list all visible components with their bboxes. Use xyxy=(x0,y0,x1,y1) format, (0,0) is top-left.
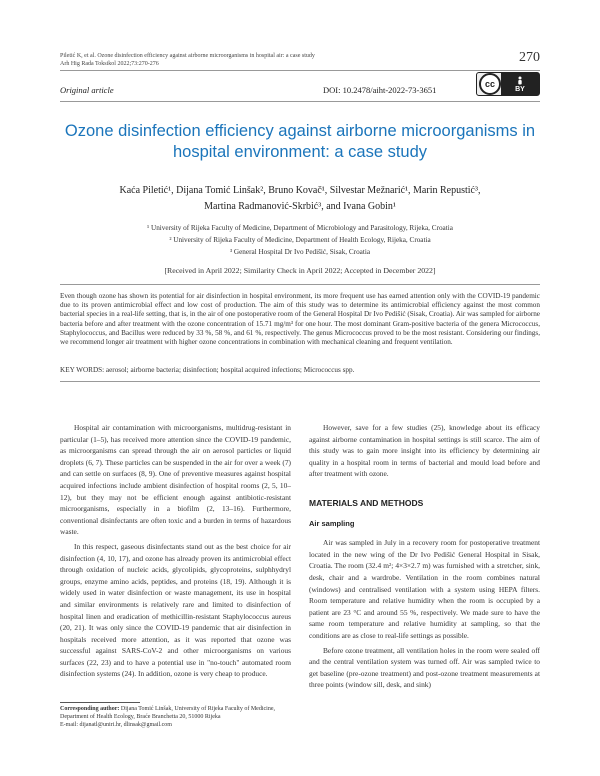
running-header xyxy=(60,52,315,68)
abstract: Even though ozone has shown its potential for air disinfection in hospital environment, its more frequent use has earned attention only with the COVID-19 pandemic due to its proven antimicrobial effect and low cost of production. The aim of this study was to determine its antimicrobial efficiency against the most common bacterial species in a real-life setting, that is, in the air of one postoperative room of the General Hospital Dr Ivo Pedišić (Sisak, Croatia). Air was sampled for airborne bacteria before and after treatment with the ozone concentration of 15.71 mg/m³ for one hour. The most dominant Gram-positive bacteria of the genera Micrococcus, Staphylococcus, and Bacillus were reduced by 33 %, 58 %, and 61 %, respectively. The genus Micrococcus proved to be the most resistant. Considering our findings, we recommend longer air treatment with higher ozone concentrations in combination with mechanical cleaning and frequent ventilation. xyxy=(60,292,540,347)
running-header-journal: Arh Hig Rada Toksikol 2022;73:270-276 xyxy=(60,61,159,67)
paragraph: Before ozone treatment, all ventilation holes in the room were sealed off and the central ventilation system was turned off. Air was sampled twice to get baseline (pre-ozone treatment) and post-ozone treatment measurements at three points (window sill, desk, and sink) xyxy=(309,645,540,690)
running-header-citation: Piletić K, et al. Ozone disinfection efficiency against airborne microorganisms in hospital air: a case study xyxy=(60,53,315,59)
affiliation: ³ General Hospital Dr Ivo Pedišić, Sisak, Croatia xyxy=(229,248,371,256)
cc-icon: cc xyxy=(479,73,501,95)
article-title: Ozone disinfection efficiency against airborne microorganisms in hospital environment: a case study xyxy=(64,122,536,161)
footnote-text: Dijana Tomić Linšak, University of Rijeka Faculty of Medicine, Department of Health Ecology, Braće Branchetta 20, 51000 Rijeka xyxy=(60,706,276,720)
paragraph: In this respect, gaseous disinfectants stand out as the best choice for air disinfection (4, 10, 17), and ozone has already proven its antimicrobial effect through oxidation of nucleic acids, glycolipids, glycoproteins, sulphhydryl groups, enzyme amino acids, peptides, and proteins (18, 19). Although it is widely used in water disinfection or waste management, its use in hospital and similar environments is relatively rare and limited to disinfection of hospital linen and eradication of methicillin-resistant Staphylococcus aureus (20, 21). It was only since the COVID-19 pandemic that air disinfection in hospitals received more attention, as it was reported that ozone was successful against SARS-CoV-2 and other microorganisms on various surfaces (22, 23) and to have a potential use in "no-touch" automated room disinfection systems (24). In addition, ozone is very cheap to produce. xyxy=(60,541,291,679)
author-line: Martina Radmanović-Skrbić³, and Ivana Gobin¹ xyxy=(204,201,396,212)
by-icon xyxy=(501,73,539,95)
affiliation: ¹ University of Rijeka Faculty of Medicine, Department of Microbiology and Parasitology, Rijeka, Croatia xyxy=(147,224,453,232)
cc-by-license-badge[interactable] xyxy=(476,72,540,96)
subsection-heading: Air sampling xyxy=(309,518,355,528)
body-column-right xyxy=(309,422,540,694)
footnote-label: Corresponding author: xyxy=(60,706,120,712)
affiliation: ² University of Rijeka Faculty of Medicine, Department of Health Ecology, Rijeka, Croatia xyxy=(169,236,431,244)
corresponding-author-note xyxy=(60,705,291,729)
author-line: Kaća Piletić¹, Dijana Tomić Linšak², Bruno Kovač¹, Silvestar Mežnarić¹, Marin Repustić³, xyxy=(119,185,481,196)
by-label: BY xyxy=(515,85,525,93)
abstract-bottom-divider xyxy=(60,381,540,382)
footnote-rule xyxy=(60,702,140,703)
paragraph: Air was sampled in July in a recovery room for postoperative treatment located in the new wing of the Dr Ivo Pedišić General Hospital in Sisak, Croatia. The room (32.4 m²; 4×3×2.7 m) was furnished with a stretcher, sink, desk, chair and a wardrobe. Ventilation in the room combines natural (windows) and centralised ventilation with a system using HEPA filters. Room temperature and relative humidity when the room is occupied by a patient are 23 °C and around 55 %, respectively. We made sure to have the same room temperature and relative humidity at sampling, so that the conditions are as close to real-life settings as possible. xyxy=(309,538,540,640)
footnote-email[interactable]: E-mail: dijanatl@uniri.hr, dlinsak@gmail.com xyxy=(60,722,172,728)
keywords-list: aerosol; airborne bacteria; disinfection; hospital acquired infections; Micrococcus spp. xyxy=(105,366,355,374)
affiliations xyxy=(60,222,540,258)
section-heading: MATERIALS AND METHODS xyxy=(309,497,424,508)
paragraph: Hospital air contamination with microorganisms, multidrug-resistant in particular (1–5), has received more attention since the COVID-19 pandemic, as microorganisms can spread through the air on aerosol particles or liquid droplets (6, 7). These particles can be suspended in the air for over a week (7) and can settle on surfaces (8, 9). One of preventive measures against hospital acquired infections include ambient disinfection of hospital rooms (2, 5, 10–12), but they may not be efficient enough against antibiotic-resistant microorganisms, especially in a biofilm (2, 13–16). Furthermore, conventional disinfectants are often toxic and a burden in terms of hazardous waste. xyxy=(60,423,291,537)
doi[interactable]: DOI: 10.2478/aiht-2022-73-3651 xyxy=(323,85,437,95)
paragraph: However, save for a few studies (25), knowledge about its efficacy against airborne contamination in hospital settings is still scarce. The aim of this study was to gain more insight into its efficiency by determining air quality in a hospital room in terms of bacterial and mould load before and after treatment with ozone. xyxy=(309,423,540,479)
received-dates: [Received in April 2022; Similarity Check in April 2022; Accepted in December 2022] xyxy=(164,266,436,275)
article-type: Original article xyxy=(60,85,114,95)
keywords xyxy=(60,366,540,374)
author-list xyxy=(60,183,540,215)
meta-divider xyxy=(60,101,540,102)
person-icon xyxy=(515,76,525,86)
keywords-label: KEY WORDS: xyxy=(60,366,105,374)
header-divider xyxy=(60,70,540,71)
body-column-left xyxy=(60,422,291,683)
page-number: 270 xyxy=(519,50,540,65)
abstract-top-divider xyxy=(60,284,540,285)
